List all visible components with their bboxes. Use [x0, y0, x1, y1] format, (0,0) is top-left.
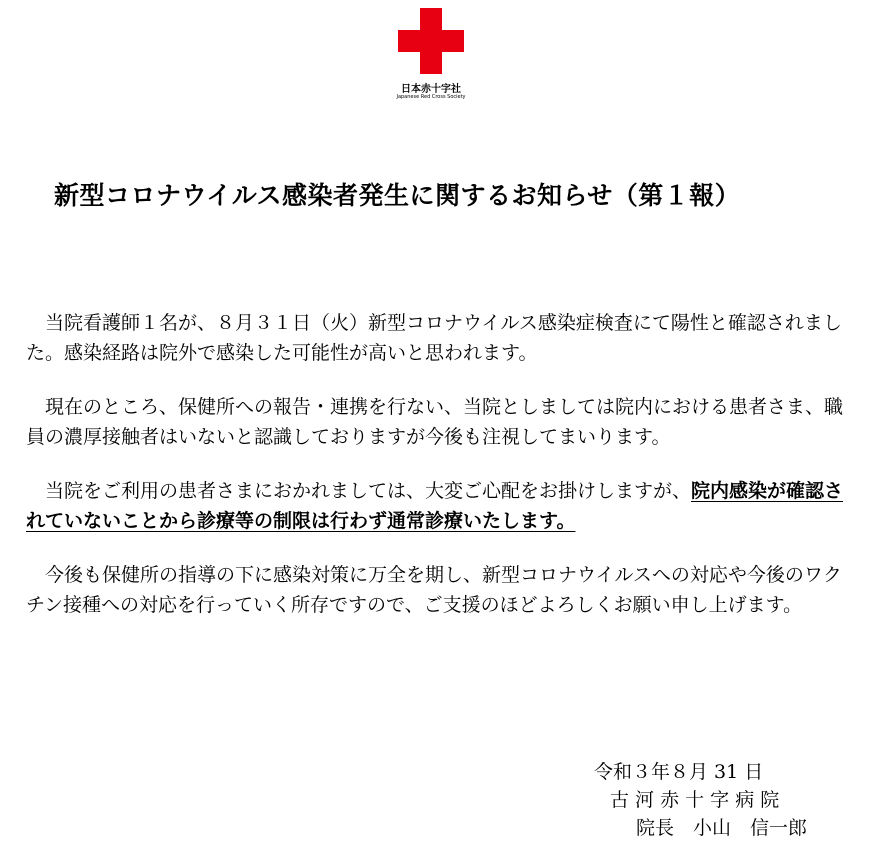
paragraph-3 — [26, 476, 846, 536]
paragraph-3-emphasis: 院内感染が確認されていないことから診療等の制限は行わず通常診療いたします。 — [26, 480, 844, 532]
page-title: 新型コロナウイルス感染者発生に関するお知らせ（第１報） — [54, 181, 741, 210]
paragraph-1: 当院看護師１名が、８月３１日（火）新型コロナウイルス感染症検査にて陽性と確認されました。感染経路は院外で感染した可能性が高いと思われます。 — [26, 312, 842, 364]
paragraph-2: 現在のところ、保健所への報告・連携を行ない、当院としましては院内における患者さま、職員の濃厚接触者はいないと認識しておりますが今後も注視してまいります。 — [26, 396, 844, 448]
paragraph-3-lead: 当院をご利用の患者さまにおかれましては、大変ご心配をお掛けしますが、 — [26, 480, 692, 502]
red-cross-icon-bar — [398, 30, 464, 52]
red-cross-logo — [398, 8, 464, 102]
director-name: 院長 小山 信一郎 — [636, 817, 808, 839]
notice-date: 令和３年８月 31 日 — [594, 761, 764, 783]
paragraph-4: 今後も保健所の指導の下に感染対策に万全を期し、新型コロナウイルスへの対応や今後のワクチン接種への対応を行っていく所存ですので、ご支援のほどよろしくお願い申し上げます。 — [26, 564, 842, 616]
logo-text-jp: 日本赤十字社 — [401, 84, 461, 95]
logo-text-en: Japanese Red Cross Society — [396, 94, 466, 100]
hospital-name: 古 河 赤 十 字 病 院 — [610, 789, 780, 811]
